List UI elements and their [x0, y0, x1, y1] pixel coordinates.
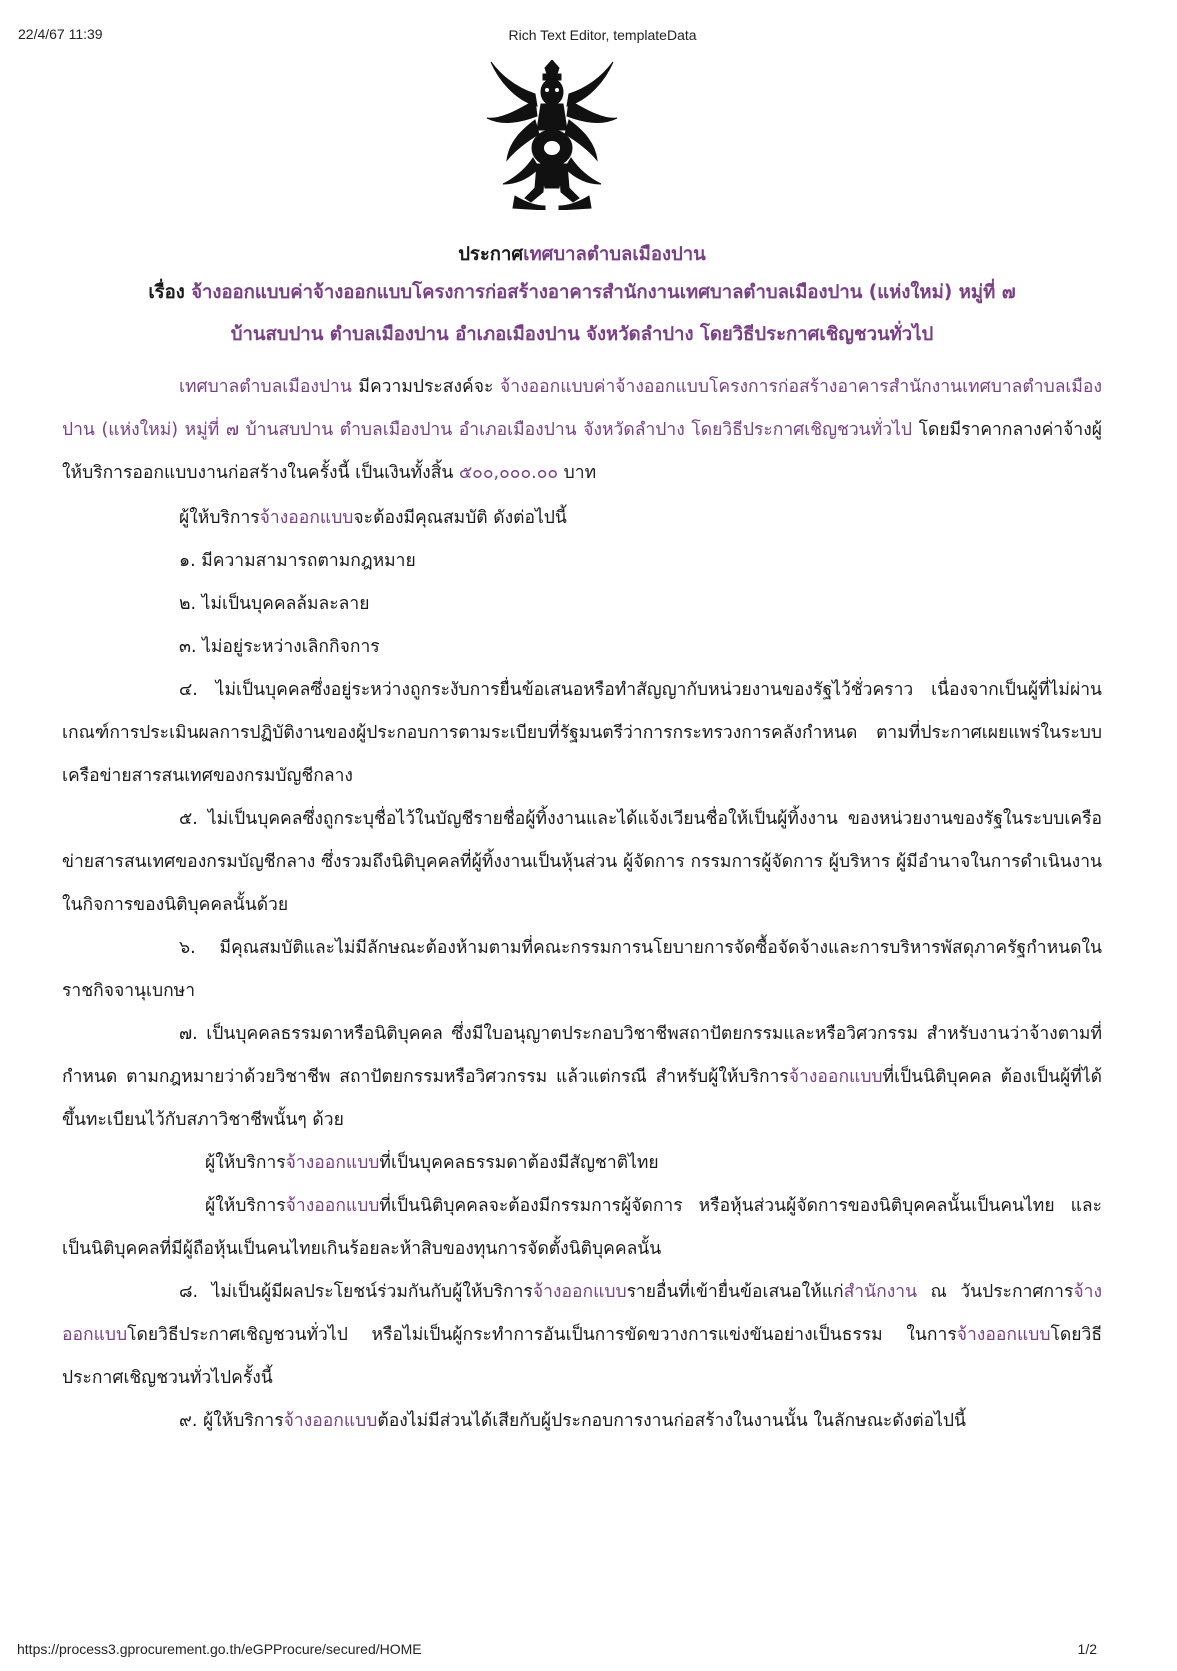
item8-c: รายอื่นที่เข้ายื่นข้อเสนอให้แก่ — [626, 1282, 844, 1302]
subject-text-1: จ้างออกแบบค่าจ้างออกแบบโครงการก่อสร้างอาคารสำนักงานเทศบาลตำบลเมืองปาน (แห่งใหม่) หมู่ที่ ๗ — [191, 282, 1016, 303]
subject-label: เรื่อง — [148, 282, 185, 303]
item7-sub2-a: ผู้ให้บริการ — [205, 1196, 286, 1216]
item7-sub2-c: ที่เป็นนิติบุคคลจะต้องมีกรรมการผู้จัดการ หรือหุ้นส่วนผู้จัดการของนิติบุคคลนั้นเป็นคนไทย และเป็นนิติบุคคลที่มีผู้ถือหุ้นเป็นคนไทยเกินร้อยละห้าสิบของทุนการจัดตั้งนิติบุคคลนั้น — [62, 1196, 1102, 1259]
item7-c: ที่เป็นนิติบุคคล ต้องเป็นผู้ที่ได้ขึ้นทะเบียนไว้กับสภาวิชาชีพนั้นๆ ด้วย — [62, 1067, 1102, 1130]
item9-c: ต้องไม่มีส่วนได้เสียกับผู้ประกอบการงานก่อสร้างในงานนั้น ในลักษณะดังต่อไปนี้ — [377, 1411, 966, 1431]
item7-sub1-b: จ้างออกแบบ — [285, 1153, 380, 1173]
item8-h: จ้างออกแบบ — [956, 1325, 1051, 1345]
intro-paragraph — [62, 366, 1102, 495]
subject-line-1 — [62, 272, 1102, 314]
item8-f: จ้างออกแบบ — [62, 1282, 1102, 1345]
qualification-item-6: ๖. มีคุณสมบัติและไม่มีลักษณะต้องห้ามตามที่คณะกรรมการนโยบายการจัดซื้อจัดจ้างและการบริหารพัสดุภาครัฐกำหนดในราชกิจจานุเบกษา — [62, 938, 1102, 1001]
item7-sub1-a: ผู้ให้บริการ — [205, 1153, 286, 1173]
announcement-subject — [62, 272, 1102, 356]
qualification-item-8 — [62, 1271, 1102, 1400]
qualification-item-2: ๒. ไม่เป็นบุคคลล้มละลาย — [179, 594, 370, 614]
intro-text-2: โดยมีราคากลางค่าจ้างผู้ให้บริการออกแบบงานก่อสร้างในครั้งนี้ เป็นเงินทั้งสิ้น — [62, 420, 1102, 483]
item8-d: สำนักงาน — [843, 1282, 918, 1302]
item7-sub1-c: ที่เป็นบุคคลธรรมดาต้องมีสัญชาติไทย — [379, 1153, 659, 1173]
item7-b: จ้างออกแบบ — [788, 1067, 883, 1087]
print-page-number: 1/2 — [1077, 1641, 1097, 1657]
item8-i: โดยวิธีประกาศเชิญชวนทั่วไปครั้งนี้ — [62, 1325, 1102, 1388]
item8-g: โดยวิธีประกาศเชิญชวนทั่วไป หรือไม่เป็นผู้กระทำการอันเป็นการขัดขวางการแข่งขันอย่างเป็นธรรม ในการ — [127, 1325, 957, 1345]
item9-b: จ้างออกแบบ — [283, 1411, 378, 1431]
item7-a: ๗. เป็นบุคคลธรรมดาหรือนิติบุคคล ซึ่งมีใบอนุญาตประกอบวิชาชีพสถาปัตยกรรมและหรือวิศวกรรม สำหรับงานว่าจ้างตามที่กำหนด ตามกฎหมายว่าด้วยวิชาชีพ สถาปัตยกรรมหรือวิศวกรรม แล้วแต่กรณี สำหรับผู้ให้บริการ — [62, 1024, 1102, 1087]
qual-intro-b: จ้างออกแบบ — [259, 508, 354, 528]
announcement-heading — [62, 238, 1102, 272]
qualification-item-4: ๔. ไม่เป็นบุคคลซึ่งอยู่ระหว่างถูกระงับการยื่นข้อเสนอหรือทำสัญญากับหน่วยงานของรัฐไว้ชั่วคราว เนื่องจากเป็นผู้ที่ไม่ผ่านเกณฑ์การประเมินผลการปฏิบัติงานของผู้ประกอบการตามระเบียบที่รัฐมนตรีว่าการกระทรวงการคลังกำหนด ตามที่ประกาศเผยแพร่ในระบบเครือข่ายสารสนเทศของกรมบัญชีกลาง — [62, 680, 1102, 786]
qualification-item-9 — [62, 1400, 1102, 1443]
qualification-item-7 — [62, 1013, 1102, 1142]
print-date: 22/4/67 11:39 — [18, 26, 103, 42]
intro-project: จ้างออกแบบค่าจ้างออกแบบโครงการก่อสร้างอาคารสำนักงานเทศบาลตำบลเมืองปาน (แห่งใหม่) หมู่ที่ ๗ บ้านสบปาน ตำบลเมืองปาน อำเภอเมืองปาน จังหวัดลำปาง โดยวิธีประกาศเชิญชวนทั่วไป — [62, 377, 1102, 440]
subject-text-2: บ้านสบปาน ตำบลเมืองปาน อำเภอเมืองปาน จังหวัดลำปาง โดยวิธีประกาศเชิญชวนทั่วไป — [230, 324, 934, 345]
qualification-item-3: ๓. ไม่อยู่ระหว่างเลิกกิจการ — [179, 637, 380, 657]
item8-e: ณ วันประกาศการ — [917, 1282, 1074, 1302]
item7-sub2-b: จ้างออกแบบ — [285, 1196, 380, 1216]
qual-intro-c: จะต้องมีคุณสมบัติ ดังต่อไปนี้ — [353, 508, 567, 528]
intro-text-1: มีความประสงค์จะ — [351, 377, 500, 397]
intro-amount: ๕๐๐,๐๐๐.๐๐ — [458, 463, 559, 483]
qual-intro-a: ผู้ให้บริการ — [179, 508, 260, 528]
item7-sub-1 — [62, 1142, 1102, 1185]
item8-a: ๘. ไม่เป็นผู้มีผลประโยชน์ร่วมกันกับผู้ให้บริการ — [179, 1282, 533, 1302]
qualification-intro — [62, 497, 1102, 540]
item7-sub-2 — [62, 1185, 1102, 1271]
print-header-title: Rich Text Editor, templateData — [508, 27, 697, 43]
heading-org-name: เทศบาลตำบลเมืองปาน — [523, 244, 706, 265]
garuda-emblem — [485, 60, 619, 210]
qualification-item-1: ๑. มีความสามารถตามกฎหมาย — [179, 551, 416, 571]
intro-text-3: บาท — [558, 463, 597, 483]
item9-a: ๙. ผู้ให้บริการ — [179, 1411, 284, 1431]
qualification-item-5: ๕. ไม่เป็นบุคคลซึ่งถูกระบุชื่อไว้ในบัญชีรายชื่อผู้ทิ้งงานและได้แจ้งเวียนชื่อให้เป็นผู้ทิ้งงาน ของหน่วยงานของรัฐในระบบเครือข่ายสารสนเทศของกรมบัญชีกลาง ซึ่งรวมถึงนิติบุคคลที่ผู้ทิ้งงานเป็นหุ้นส่วน ผู้จัดการ กรรมการผู้จัดการ ผู้บริหาร ผู้มีอำนาจในการดำเนินงานในกิจการของนิติบุคคลนั้นด้วย — [62, 809, 1102, 915]
item8-b: จ้างออกแบบ — [532, 1282, 627, 1302]
heading-prefix: ประกาศ — [458, 244, 524, 265]
announcement-body — [62, 238, 1102, 1443]
print-footer-url: https://process3.gprocurement.go.th/eGPProcure/secured/HOME — [17, 1641, 422, 1657]
intro-agency: เทศบาลตำบลเมืองปาน — [179, 377, 352, 397]
